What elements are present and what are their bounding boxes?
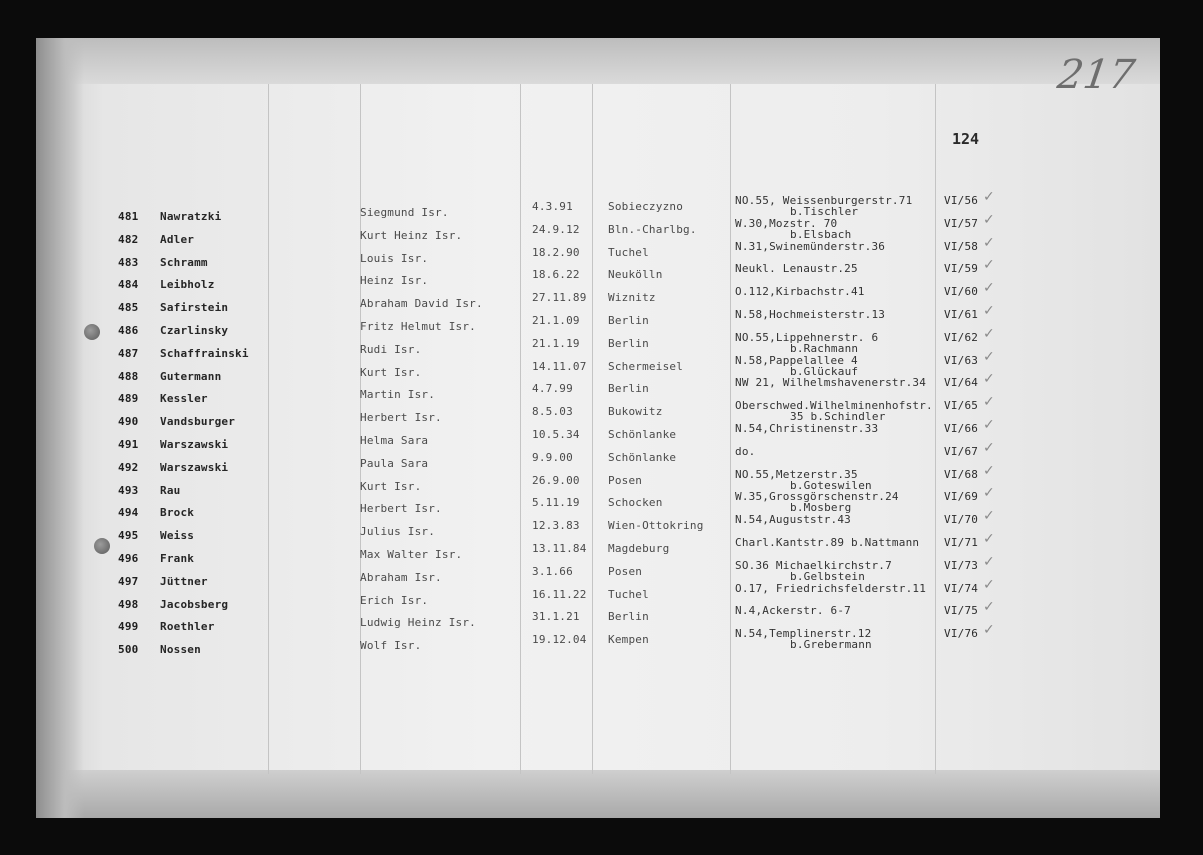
- check-mark-icon: ✓: [983, 303, 995, 319]
- check-mark-icon: ✓: [983, 508, 995, 525]
- birth-date: 3.1.66: [532, 564, 573, 578]
- column-rule: [360, 84, 361, 774]
- entry-number: 483: [118, 255, 139, 269]
- surname: Nossen: [160, 643, 201, 657]
- birth-place: Kempen: [608, 633, 649, 647]
- check-mark-icon: ✓: [983, 485, 995, 502]
- check-mark-icon: ✓: [983, 394, 995, 411]
- first-name: Rudi Isr.: [360, 342, 422, 356]
- entry-number: 488: [118, 369, 139, 383]
- entry-number: 485: [118, 301, 139, 315]
- first-name: Max Walter Isr.: [360, 548, 463, 561]
- reference-number: VI/73: [944, 558, 979, 572]
- surname: Adler: [160, 232, 195, 246]
- birth-date: 10.5.34: [532, 428, 580, 441]
- check-mark-icon: ✓: [983, 462, 995, 479]
- handwritten-page-mark: 217: [1054, 52, 1138, 98]
- first-name: Heinz Isr.: [360, 274, 429, 288]
- birth-place: Tuchel: [608, 245, 649, 259]
- reference-number: VI/66: [944, 422, 979, 435]
- address: O.17, Friedrichsfelderstr.11: [735, 581, 927, 595]
- check-mark-icon: ✓: [983, 234, 995, 251]
- first-name: Paula Sara: [360, 456, 429, 470]
- address: Neukl. Lenaustr.25: [735, 262, 858, 276]
- reference-number: VI/58: [944, 239, 979, 253]
- first-name: Wolf Isr.: [360, 639, 422, 653]
- first-name: Kurt Isr.: [360, 479, 422, 493]
- birth-place: Bln.-Charlbg.: [608, 222, 697, 236]
- reference-number: VI/63: [944, 353, 979, 367]
- birth-date: 21.1.09: [532, 314, 580, 327]
- surname: Czarlinsky: [160, 324, 229, 337]
- address-line-2: b.Goteswilen: [790, 478, 872, 492]
- first-name: Kurt Heinz Isr.: [360, 228, 463, 242]
- entry-number: 487: [118, 346, 139, 360]
- birth-date: 31.1.21: [532, 610, 580, 624]
- entry-number: 484: [118, 278, 139, 292]
- check-mark-icon: ✓: [983, 439, 995, 456]
- entry-number: 495: [118, 529, 139, 543]
- entry-number: 496: [118, 552, 139, 565]
- birth-place: Bukowitz: [608, 405, 663, 419]
- reference-number: VI/69: [944, 490, 979, 504]
- check-mark-icon: ✓: [983, 211, 995, 228]
- check-mark-icon: ✓: [983, 622, 995, 639]
- check-mark-icon: ✓: [983, 280, 995, 297]
- birth-date: 4.7.99: [532, 382, 573, 396]
- entry-number: 497: [118, 574, 139, 588]
- birth-place: Berlin: [608, 382, 649, 396]
- address-line-2: b.Tischler: [790, 205, 859, 218]
- birth-place: Berlin: [608, 336, 649, 350]
- birth-place: Schönlanke: [608, 450, 677, 464]
- first-name: Martin Isr.: [360, 388, 436, 402]
- punch-hole-icon: [84, 324, 100, 340]
- check-mark-icon: ✓: [983, 325, 995, 342]
- first-name: Louis Isr.: [360, 251, 429, 265]
- column-rule: [730, 84, 731, 774]
- first-name: Abraham Isr.: [360, 570, 442, 584]
- address-line-2: b.Rachmann: [790, 341, 859, 355]
- birth-place: Wiznitz: [608, 291, 656, 305]
- address-line-2: b.Grebermann: [790, 638, 872, 652]
- birth-date: 21.1.19: [532, 336, 580, 350]
- reference-number: VI/61: [944, 308, 979, 321]
- check-mark-icon: ✓: [983, 576, 995, 593]
- address-line-2: b.Elsbach: [790, 227, 852, 241]
- birth-date: 12.3.83: [532, 519, 580, 533]
- reference-number: VI/70: [944, 513, 979, 527]
- sheet-bottom-shadow: [36, 770, 1160, 818]
- address-line-2: b.Mosberg: [790, 501, 852, 515]
- entry-number: 482: [118, 232, 139, 246]
- check-mark-icon: ✓: [983, 553, 995, 570]
- surname: Jacobsberg: [160, 597, 229, 611]
- reference-number: VI/68: [944, 467, 979, 481]
- reference-number: VI/74: [944, 581, 979, 595]
- surname: Warszawski: [160, 460, 229, 474]
- birth-date: 9.9.00: [532, 450, 573, 464]
- entry-number: 499: [118, 620, 139, 634]
- first-name: Julius Isr.: [360, 525, 436, 539]
- first-name: Fritz Helmut Isr.: [360, 320, 476, 333]
- sheet-top-shadow: [36, 38, 1160, 84]
- birth-date: 13.11.84: [532, 542, 587, 555]
- birth-date: 18.6.22: [532, 268, 580, 282]
- birth-date: 24.9.12: [532, 222, 580, 236]
- column-rule: [592, 84, 593, 774]
- birth-date: 19.12.04: [532, 633, 587, 647]
- punch-hole-icon: [94, 538, 110, 554]
- address: N.4,Ackerstr. 6-7: [735, 604, 851, 618]
- first-name: Erich Isr.: [360, 593, 429, 607]
- birth-place: Schermeisel: [608, 359, 684, 373]
- reference-number: VI/71: [944, 536, 979, 549]
- birth-date: 4.3.91: [532, 200, 573, 213]
- entry-number: 493: [118, 483, 139, 497]
- surname: Leibholz: [160, 278, 215, 292]
- reference-number: VI/59: [944, 262, 979, 276]
- reference-number: VI/60: [944, 285, 979, 299]
- address: N.54,Templinerstr.12: [735, 627, 872, 641]
- reference-number: VI/57: [944, 216, 979, 230]
- birth-place: Posen: [608, 564, 643, 578]
- column-rule: [935, 84, 936, 774]
- address: N.31,Swinemünderstr.36: [735, 239, 886, 253]
- first-name: Ludwig Heinz Isr.: [360, 616, 476, 630]
- address: N.54,Christinenstr.33: [735, 422, 879, 435]
- address: Charl.Kantstr.89 b.Nattmann: [735, 536, 920, 549]
- reference-number: VI/62: [944, 330, 979, 344]
- entry-number: 481: [118, 210, 139, 223]
- reference-number: VI/75: [944, 604, 979, 618]
- birth-place: Neukölln: [608, 268, 663, 282]
- entry-number: 491: [118, 438, 139, 451]
- address: N.54,Auguststr.43: [735, 513, 851, 527]
- birth-date: 8.5.03: [532, 405, 573, 419]
- entry-number: 500: [118, 643, 139, 657]
- first-name: Abraham David Isr.: [360, 297, 483, 311]
- birth-place: Wien-Ottokring: [608, 519, 704, 533]
- birth-place: Magdeburg: [608, 542, 670, 555]
- address: N.58,Pappelallee 4: [735, 353, 858, 367]
- birth-place: Sobieczyzno: [608, 200, 684, 213]
- birth-place: Posen: [608, 473, 643, 487]
- surname: Frank: [160, 552, 195, 565]
- address-line-2: b.Gelbstein: [790, 569, 866, 583]
- reference-number: VI/65: [944, 399, 979, 413]
- first-name: Herbert Isr.: [360, 411, 442, 425]
- check-mark-icon: ✓: [983, 257, 995, 274]
- address: NO.55, Weissenburgerstr.71: [735, 194, 913, 207]
- birth-date: 26.9.00: [532, 473, 580, 487]
- birth-date: 27.11.89: [532, 291, 587, 305]
- surname: Schramm: [160, 255, 208, 269]
- surname: Nawratzki: [160, 210, 222, 223]
- birth-place: Berlin: [608, 314, 649, 327]
- address: do.: [735, 444, 756, 458]
- surname: Safirstein: [160, 301, 229, 315]
- surname: Gutermann: [160, 369, 222, 383]
- address: Oberschwed.Wilhelminenhofstr.: [735, 399, 933, 413]
- check-mark-icon: ✓: [983, 531, 995, 547]
- check-mark-icon: ✓: [983, 417, 995, 433]
- birth-place: Berlin: [608, 610, 649, 624]
- surname: Vandsburger: [160, 415, 236, 429]
- entry-number: 489: [118, 392, 139, 406]
- surname: Weiss: [160, 529, 195, 543]
- column-rule: [268, 84, 269, 774]
- address: W.35,Grossgörschenstr.24: [735, 490, 899, 504]
- birth-place: Tuchel: [608, 587, 649, 601]
- first-name: Kurt Isr.: [360, 365, 422, 379]
- check-mark-icon: ✓: [983, 348, 995, 365]
- birth-date: 5.11.19: [532, 496, 580, 510]
- birth-date: 16.11.22: [532, 587, 587, 601]
- entry-number: 490: [118, 415, 139, 429]
- birth-date: 18.2.90: [532, 245, 580, 259]
- sheet-left-edge: [36, 38, 84, 818]
- address: O.112,Kirbachstr.41: [735, 285, 865, 299]
- first-name: Helma Sara: [360, 434, 429, 447]
- reference-number: VI/56: [944, 194, 979, 207]
- check-mark-icon: ✓: [983, 189, 995, 205]
- address: SO.36 Michaelkirchstr.7: [735, 558, 892, 572]
- first-name: Siegmund Isr.: [360, 206, 449, 219]
- surname: Warszawski: [160, 438, 229, 451]
- birth-place: Schocken: [608, 496, 663, 510]
- address-line-2: b.Glückauf: [790, 364, 859, 378]
- entry-number: 498: [118, 597, 139, 611]
- reference-number: VI/76: [944, 627, 979, 641]
- surname: Jüttner: [160, 574, 208, 588]
- entry-number: 492: [118, 460, 139, 474]
- address-line-2: 35 b.Schindler: [790, 410, 886, 424]
- surname: Schaffrainski: [160, 346, 249, 360]
- address: N.58,Hochmeisterstr.13: [735, 308, 886, 321]
- page-number: 124: [952, 130, 980, 148]
- check-mark-icon: ✓: [983, 371, 995, 388]
- birth-date: 14.11.07: [532, 359, 587, 373]
- surname: Roethler: [160, 620, 215, 634]
- surname: Brock: [160, 506, 195, 520]
- reference-number: VI/64: [944, 376, 979, 390]
- column-rule: [520, 84, 521, 774]
- entry-number: 494: [118, 506, 139, 520]
- birth-place: Schönlanke: [608, 428, 677, 441]
- first-name: Herbert Isr.: [360, 502, 442, 516]
- entry-number: 486: [118, 324, 139, 337]
- surname: Rau: [160, 483, 181, 497]
- check-mark-icon: ✓: [983, 599, 995, 616]
- reference-number: VI/67: [944, 444, 979, 458]
- surname: Kessler: [160, 392, 208, 406]
- address: W.30,Mozstr. 70: [735, 216, 838, 230]
- address: NO.55,Metzerstr.35: [735, 467, 858, 481]
- address: NW 21, Wilhelmshavenerstr.34: [735, 376, 927, 390]
- address: NO.55,Lippehnerstr. 6: [735, 330, 879, 344]
